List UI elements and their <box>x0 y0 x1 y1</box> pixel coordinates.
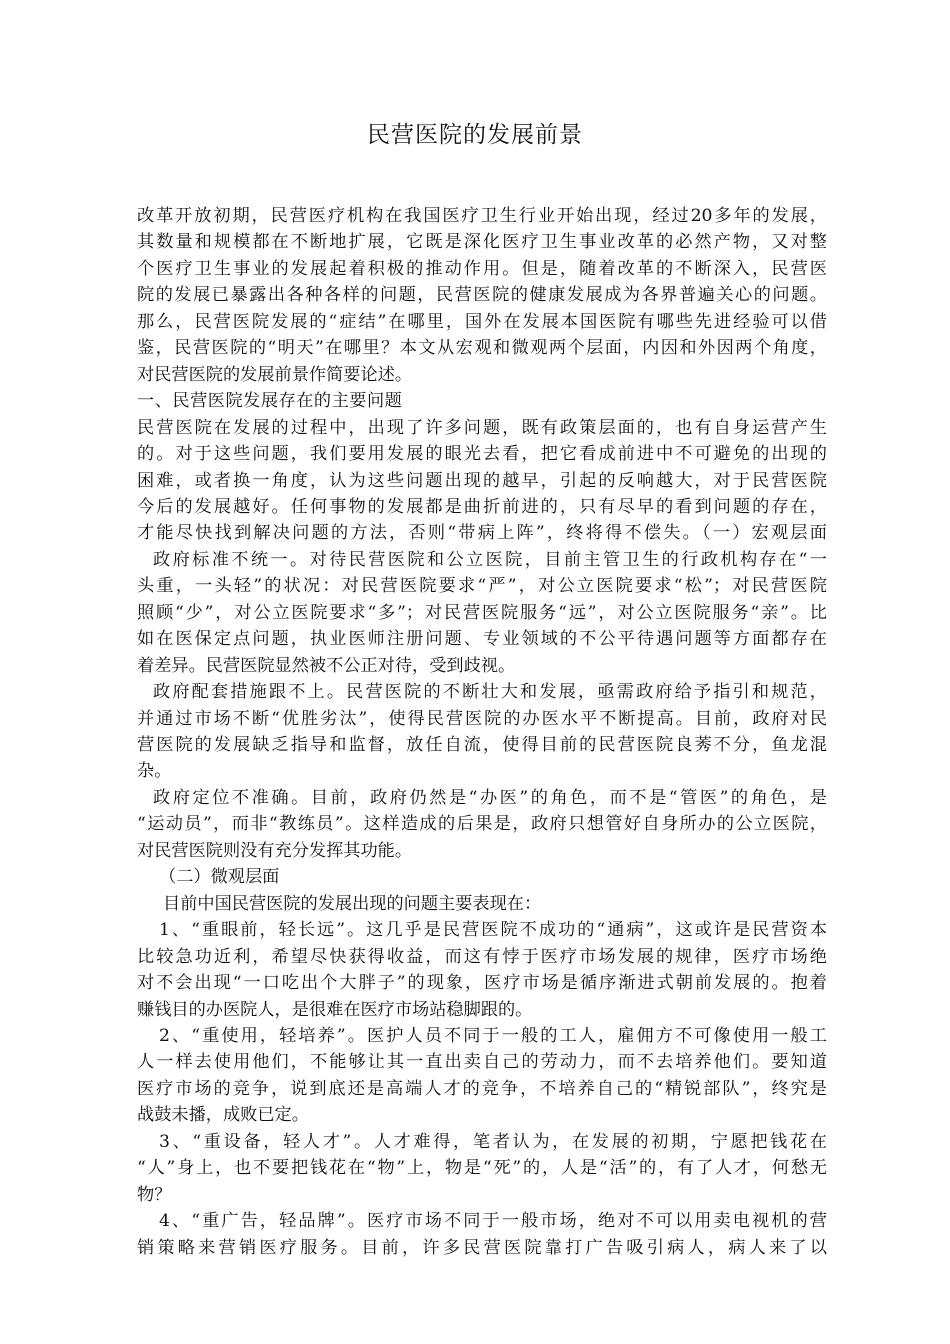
paragraph-line: “运动员”，而非“教练员”。这样造成的后果是，政府只想管好自身所办的公立医院， <box>137 814 827 835</box>
paragraph-line: 战鼓未播，成败已定。 <box>137 1105 309 1126</box>
paragraph-line: 医疗市场的竞争，说到底还是高端人才的竞争，不培养自己的“精锐部队”，终究是 <box>137 1078 827 1099</box>
paragraph-line: 并通过市场不断“优胜劣汰”，使得民营医院的办医水平不断提高。目前，政府对民 <box>137 708 827 729</box>
document-title: 民营医院的发展前景 <box>367 122 583 148</box>
paragraph-line: 院的发展已暴露出各种各样的问题，民营医院的健康发展成为各界普遍关心的问题。 <box>137 285 827 306</box>
paragraph-line: 赚钱目的办医院人，是很难在医疗市场站稳脚跟的。 <box>137 999 533 1020</box>
paragraph-line: 民营医院在发展的过程中，出现了许多问题，既有政策层面的，也有自身运营产生 <box>137 417 827 438</box>
paragraph-line: 3、“重设备，轻人才”。人才难得，笔者认为，在发展的初期，宁愿把钱花在 <box>159 1131 827 1152</box>
paragraph-line: 个医疗卫生事业的发展起着积极的推动作用。但是，随着改革的不断深入，民营医 <box>137 258 827 279</box>
paragraph-line: 政府标准不统一。对待民营医院和公立医院，目前主管卫生的行政机构存在“一 <box>153 549 827 570</box>
paragraph-line: 杂。 <box>137 761 172 782</box>
paragraph-line: 其数量和规模都在不断地扩展，它既是深化医疗卫生事业改革的必然产物，又对整 <box>137 232 827 253</box>
paragraph-line: 物？ <box>137 1184 172 1205</box>
paragraph-line: 才能尽快找到解决问题的方法，否则“带病上阵”，终将得不偿失。（一）宏观层面 <box>137 523 827 544</box>
paragraph-line: 如在医保定点问题，执业医师注册问题、专业领域的不公平待遇问题等方面都存在 <box>137 629 827 650</box>
paragraph-line: 对民营医院则没有充分发挥其功能。 <box>137 840 413 861</box>
paragraph-line: 鉴，民营医院的“明天”在哪里？本文从宏观和微观两个层面，内因和外因两个角度， <box>137 338 827 359</box>
paragraph-line: 对不会出现“一口吃出个大胖子”的现象，医疗市场是循序渐进式朝前发展的。抱着 <box>137 973 827 993</box>
paragraph-line: 照顾“少”，对公立医院要求“多”；对民营医院服务“远”，对公立医院服务“亲”。比 <box>137 602 827 623</box>
paragraph-line: 4、“重广告，轻品牌”。医疗市场不同于一般市场，绝对不可以用卖电视机的营 <box>159 1211 827 1232</box>
paragraph-line: 今后的发展越好。任何事物的发展都是曲折前进的，只有尽早的看到问题的存在， <box>137 496 827 517</box>
paragraph-line: 改革开放初期，民营医疗机构在我国医疗卫生行业开始出现，经过20多年的发展， <box>137 206 827 226</box>
paragraph-line: 对民营医院的发展前景作简要论述。 <box>137 364 413 385</box>
paragraph-line: 人一样去使用他们，不能够让其一直出卖自己的劳动力，而不去培养他们。要知道 <box>137 1052 827 1073</box>
paragraph-line: 着差异。民营医院显然被不公正对待，受到歧视。 <box>137 655 516 676</box>
paragraph-line: “人”身上，也不要把钱花在“物”上，物是“死”的，人是“活”的，有了人才，何愁无 <box>137 1158 827 1179</box>
paragraph-line: 比较急功近利，希望尽快获得收益，而这有悖于医疗市场发展的规律，医疗市场绝 <box>137 946 827 967</box>
paragraph-line: 困难，或者换一角度，认为这些问题出现的越早，引起的反响越大，对于民营医院 <box>137 470 827 491</box>
paragraph-line: 的。对于这些问题，我们要用发展的眼光去看，把它看成前进中不可避免的出现的 <box>137 444 827 464</box>
paragraph-line: 目前中国民营医院的发展出现的问题主要表现在： <box>163 893 542 914</box>
paragraph-line: 头重，一头轻”的状况：对民营医院要求“严”，对公立医院要求“松”；对民营医院 <box>137 576 827 597</box>
paragraph-line: （二）微观层面 <box>159 867 280 888</box>
paragraph-line: 政府配套措施跟不上。民营医院的不断壮大和发展，亟需政府给予指引和规范， <box>153 682 827 703</box>
paragraph-line: 2、“重使用，轻培养”。医护人员不同于一般的工人，雇佣方不可像使用一般工 <box>159 1025 827 1046</box>
paragraph-line: 销策略来营销医疗服务。目前，许多民营医院靠打广告吸引病人，病人来了以 <box>137 1237 827 1258</box>
paragraph-line: 政府定位不准确。目前，政府仍然是“办医”的角色，而不是“管医”的角色，是 <box>153 787 827 808</box>
paragraph-line: 1、“重眼前，轻长远”。这几乎是民营医院不成功的“通病”，这或许是民营资本 <box>159 920 827 941</box>
section-heading: 一、民营医院发展存在的主要问题 <box>137 391 403 412</box>
paragraph-line: 营医院的发展缺乏指导和监督，放任自流，使得目前的民营医院良莠不分，鱼龙混 <box>137 735 827 755</box>
paragraph-line: 那么，民营医院发展的“症结”在哪里，国外在发展本国医院有哪些先进经验可以借 <box>137 311 827 332</box>
